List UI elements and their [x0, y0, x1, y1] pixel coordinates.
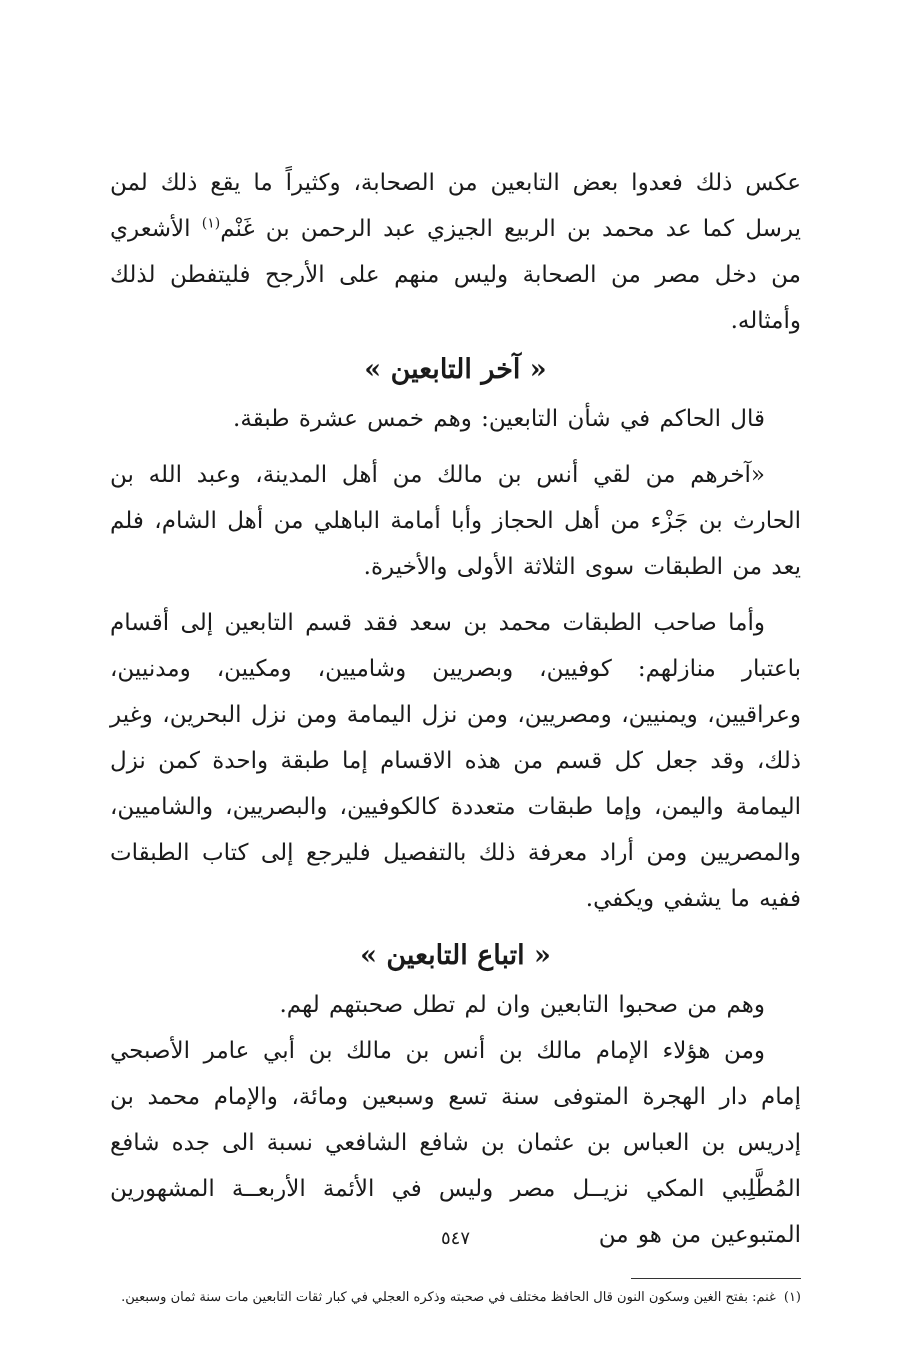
- paragraph-imams: ومن هؤلاء الإمام مالك بن أنس بن مالك بن أبي عامر الأصبحي إمام دار الهجرة المتوفى سنة تسع وسبعين ومائة، والإمام محمد بن إدريس بن العباس بن عثمان بن شافع الشافعي نسبة الى جده شافع المُطَّلِبي المكي نزيــل مصر وليس في الأئمة الأربعــة المشهورين المتبوعين من هو من: [110, 1038, 801, 1248]
- footnote-divider: [631, 1278, 801, 1279]
- paragraph-definition: وهم من صحبوا التابعين وان لم تطل صحبتهم لهم.: [279, 992, 765, 1018]
- paragraph-last-of-them: «آخرهم من لقي أنس بن مالك من أهل المدينة، وعبد الله بن الحارث بن جَزْء من أهل الحجاز وأبا أمامة الباهلي من أهل الشام، فلم يعد من الطبقات سوى الثلاثة الأولى والأخيرة.: [110, 462, 801, 580]
- page-number: ٥٤٧: [440, 1228, 470, 1249]
- section-heading-last-tabiin: « آخر التابعين »: [364, 354, 547, 385]
- intro-paragraph: [110, 160, 801, 344]
- paragraph-ibn-saad: وأما صاحب الطبقات محمد بن سعد فقد قسم التابعين إلى أقسام باعتبار منازلهم: كوفيين، وبصريين وشاميين، ومكيين، ومدنيين، وعراقيين، ويمنيين، ومصريين، ومن نزل اليمامة ومن نزل البحرين، وغير ذلك، وقد جعل كل قسم من هذه الاقسام إما طبقة واحدة كمن نزل اليمامة واليمن، وإما طبقات متعددة كالكوفيين، والبصريين، والشاميين، والمصريين ومن أراد معرفة ذلك بالتفصيل فليرجع إلى كتاب الطبقات ففيه ما يشفي ويكفي.: [110, 610, 801, 912]
- paragraph-hakim: قال الحاكم في شأن التابعين: وهم خمس عشرة طبقة.: [233, 406, 765, 432]
- footnote-marker: (١): [201, 215, 221, 232]
- footnote-number: (١): [783, 1290, 801, 1305]
- footnote: [110, 1285, 801, 1311]
- intro-text-before-note: عكس ذلك فعدوا بعض التابعين من الصحابة، وكثيراً ما يقع ذلك لمن يرسل كما عد محمد بن الربيع الجيزي عبد الرحمن بن غَنْم: [110, 170, 801, 242]
- section-heading-atba-tabiin: « اتباع التابعين »: [360, 940, 551, 971]
- footnote-text: غنم: بفتح الغين وسكون النون قال الحافظ مختلف في صحبته وذكره العجلي في كبار ثقات التابعين مات سنة ثمان وسبعين.: [121, 1290, 776, 1305]
- intro-text-after-note: الأشعري من دخل مصر من الصحابة وليس منهم على الأرجح فليتفطن لذلك وأمثاله.: [110, 216, 801, 334]
